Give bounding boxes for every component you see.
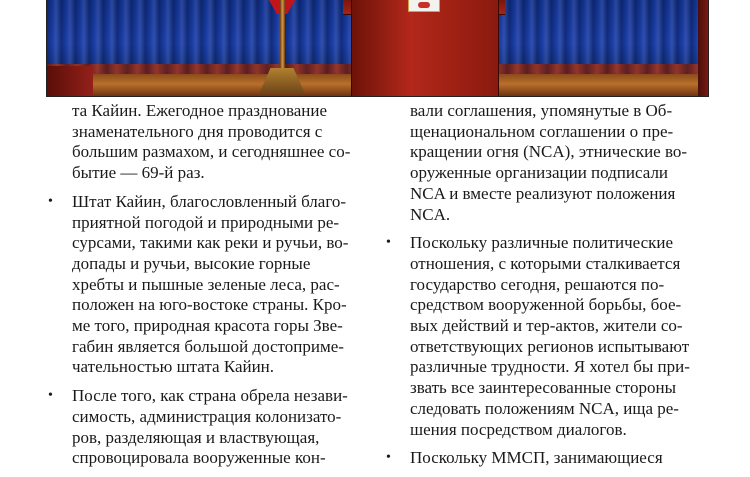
text-line: знаменательного дня проводится с xyxy=(72,121,323,141)
text-line: вых действий и тер-актов, жители со- xyxy=(410,316,683,336)
text-line: Поскольку различные политические xyxy=(410,233,674,253)
text-line: ме того, природная красота горы Зве- xyxy=(72,316,343,336)
text-line: NCA. xyxy=(410,204,451,224)
text-line: Штат Кайин, благословленный благо- xyxy=(72,191,347,211)
text-line: Поскольку МMСП, занимающиеся xyxy=(410,448,663,468)
red-decoration-right xyxy=(698,0,708,96)
text-line: NCA и вместе реализуют положения xyxy=(410,183,676,203)
text-line: оруженные организации подписали xyxy=(410,163,669,183)
text-line: чательностью штата Кайин. xyxy=(72,357,275,377)
text-line: спровоцировала вооруженные кон- xyxy=(72,448,326,468)
text-line: государство сегодня, решаются по- xyxy=(410,274,665,294)
paragraph-continuation xyxy=(72,101,362,184)
text-line: щенациональном соглашении о пре- xyxy=(410,121,674,141)
bullet-icon: • xyxy=(386,450,391,466)
text-line: следовать положениям NCA, ища ре- xyxy=(410,398,679,418)
text-line: различные трудности. Я хотел бы при- xyxy=(410,357,690,377)
text-line: отношения, с которыми сталкивается xyxy=(410,253,681,273)
text-line: После того, как страна обрела незави- xyxy=(72,386,348,406)
text-line: бытие — 69-й раз. xyxy=(72,163,205,183)
text-line: ров, разделяющая и властвующая, xyxy=(72,427,320,447)
text-line: вали соглашения, упомянутые в Об- xyxy=(410,101,673,120)
text-line: габин является большой достоприме- xyxy=(72,336,344,356)
bullet-item xyxy=(48,386,362,469)
text-line: положен на юго-востоке страны. Кро- xyxy=(72,295,347,315)
text-line: большим размахом, и сегодняшнее со- xyxy=(72,142,351,162)
text-line: звать все заинтересованные стороны xyxy=(410,378,677,398)
text-line: симость, администрация колонизато- xyxy=(72,406,342,426)
bullet-icon: • xyxy=(48,193,53,209)
right-column xyxy=(386,101,701,477)
red-decoration-left xyxy=(47,66,93,96)
bullet-item xyxy=(386,448,701,469)
bullet-text xyxy=(72,386,362,469)
podium xyxy=(351,0,499,96)
bullet-item xyxy=(48,191,362,378)
text-line: ответствующих регионов испытывают xyxy=(410,336,690,356)
text-line: допады и ручьи, высокие горные xyxy=(72,253,311,273)
text-line: хребты и пышные зеленые леса, рас- xyxy=(72,274,340,294)
text-line: приятной погодой и природными ре- xyxy=(72,212,340,232)
text-line: кращении огня (NCA), этнические во- xyxy=(410,142,688,162)
text-line: средством вооруженной борьбы, бое- xyxy=(410,295,682,315)
left-column xyxy=(48,101,362,477)
ceremony-photo xyxy=(46,0,709,97)
text-line: та Кайин. Ежегодное празднование xyxy=(72,101,328,120)
bullet-text xyxy=(410,448,701,469)
bullet-icon: • xyxy=(48,388,53,404)
bullet-text xyxy=(72,192,362,378)
text-line: шения посредством диалогов. xyxy=(410,419,627,439)
bullet-icon: • xyxy=(386,235,391,251)
state-emblem-icon xyxy=(408,0,440,12)
text-line: сурсами, такими как реки и ручьи, во- xyxy=(72,233,349,253)
bullet-item xyxy=(386,233,701,440)
paragraph-continuation xyxy=(410,101,701,225)
bullet-text xyxy=(410,233,701,440)
